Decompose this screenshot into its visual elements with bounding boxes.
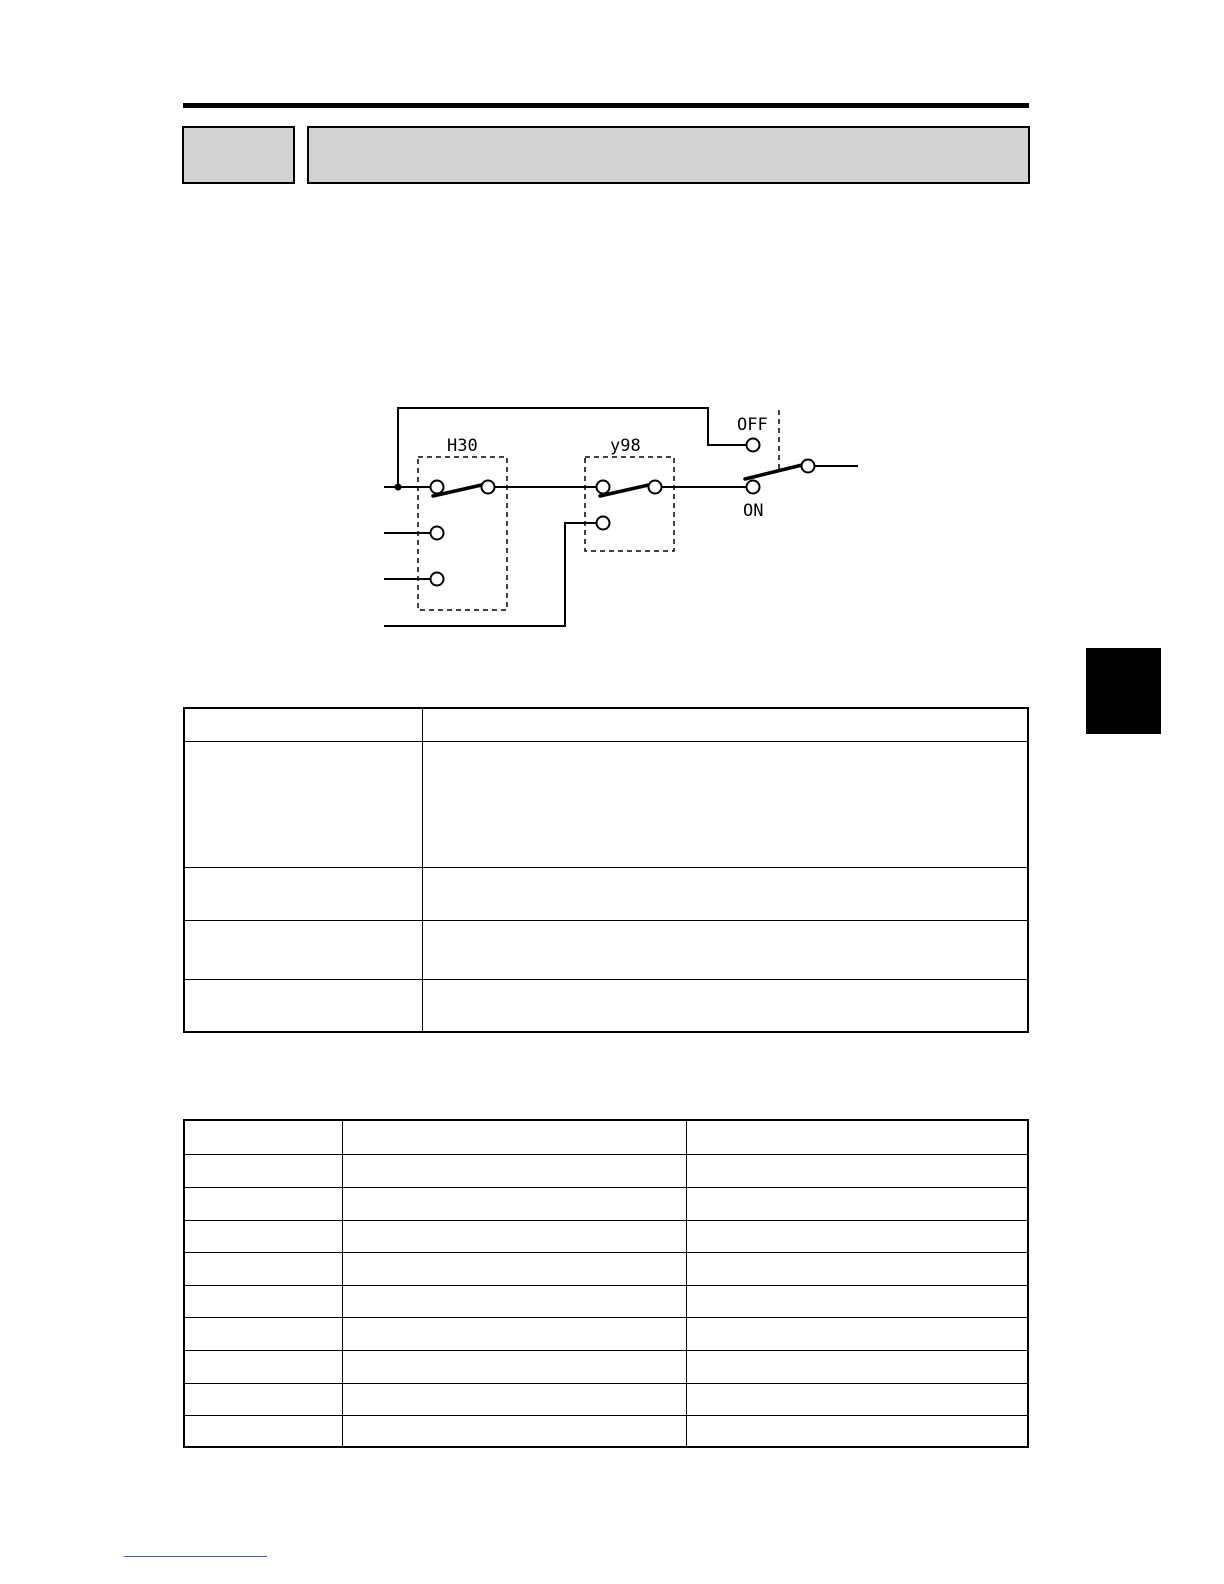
table-cell (342, 1285, 686, 1317)
table-row (184, 1350, 1028, 1383)
table-cell (686, 1317, 1028, 1350)
table-row (184, 1317, 1028, 1350)
table-cell (184, 708, 422, 741)
table-cell (184, 979, 422, 1032)
junction-dot (395, 484, 402, 491)
table-cell (184, 741, 422, 867)
table-cell (686, 1383, 1028, 1415)
top-rule (183, 103, 1029, 108)
label-h30: H30 (447, 436, 478, 456)
table-cell (184, 1350, 342, 1383)
h30-common-terminal (482, 481, 495, 494)
table-row (184, 920, 1028, 979)
y98-dashed-box (585, 457, 674, 551)
table-cell (342, 1317, 686, 1350)
table-cell (422, 708, 1028, 741)
table-cell (686, 1154, 1028, 1187)
h30-terminal-2 (431, 527, 444, 540)
output-terminal (802, 460, 815, 473)
table-cell (342, 1383, 686, 1415)
table-row (184, 1154, 1028, 1187)
table-cell (184, 1187, 342, 1220)
input-line-4 (384, 523, 597, 626)
h30-terminal-3 (431, 573, 444, 586)
h30-terminal-1 (431, 481, 444, 494)
table-cell (686, 1187, 1028, 1220)
onoff-switch-lever (745, 464, 806, 479)
table-header-row (184, 708, 1028, 741)
table-cell (686, 1252, 1028, 1285)
table-cell (184, 1415, 342, 1447)
table-cell (184, 1252, 342, 1285)
table-cell (184, 1285, 342, 1317)
table-cell (184, 1220, 342, 1252)
chapter-side-tab (1086, 648, 1161, 734)
table-row (184, 1220, 1028, 1252)
table-cell (422, 920, 1028, 979)
section-number-box (182, 126, 295, 184)
table-cell (184, 920, 422, 979)
table-cell (686, 1350, 1028, 1383)
table-row (184, 1187, 1028, 1220)
table-cell (184, 1154, 342, 1187)
label-on: ON (743, 501, 764, 521)
on-terminal (747, 481, 760, 494)
footer-link-underline[interactable] (124, 1556, 267, 1557)
table-cell (184, 867, 422, 920)
table-row (184, 867, 1028, 920)
table-row (184, 1285, 1028, 1317)
table-cell (342, 1252, 686, 1285)
section-title-box (307, 126, 1030, 184)
y98-common-terminal (649, 481, 662, 494)
table-cell (686, 1415, 1028, 1447)
table-cell (184, 1317, 342, 1350)
table-cell (342, 1187, 686, 1220)
table-row (184, 741, 1028, 867)
table-cell (184, 1383, 342, 1415)
table-row (184, 979, 1028, 1032)
off-terminal (747, 439, 760, 452)
table-cell (184, 1120, 342, 1154)
label-y98: y98 (610, 436, 641, 456)
table-cell (686, 1220, 1028, 1252)
table-row (184, 1252, 1028, 1285)
table-cell (342, 1350, 686, 1383)
y98-terminal-2 (597, 517, 610, 530)
table-cell (686, 1285, 1028, 1317)
table-cell (422, 979, 1028, 1032)
table-cell (342, 1120, 686, 1154)
switch-circuit-diagram (370, 395, 870, 640)
parameter-description-table (183, 707, 1029, 1033)
table-cell (686, 1120, 1028, 1154)
table-cell (342, 1415, 686, 1447)
table-header-row (184, 1120, 1028, 1154)
setting-codes-table (183, 1119, 1029, 1448)
table-cell (342, 1220, 686, 1252)
table-row (184, 1383, 1028, 1415)
table-row (184, 1415, 1028, 1447)
table-cell (422, 867, 1028, 920)
label-off: OFF (737, 415, 768, 435)
table-cell (422, 741, 1028, 867)
table-cell (342, 1154, 686, 1187)
y98-terminal-1 (597, 481, 610, 494)
